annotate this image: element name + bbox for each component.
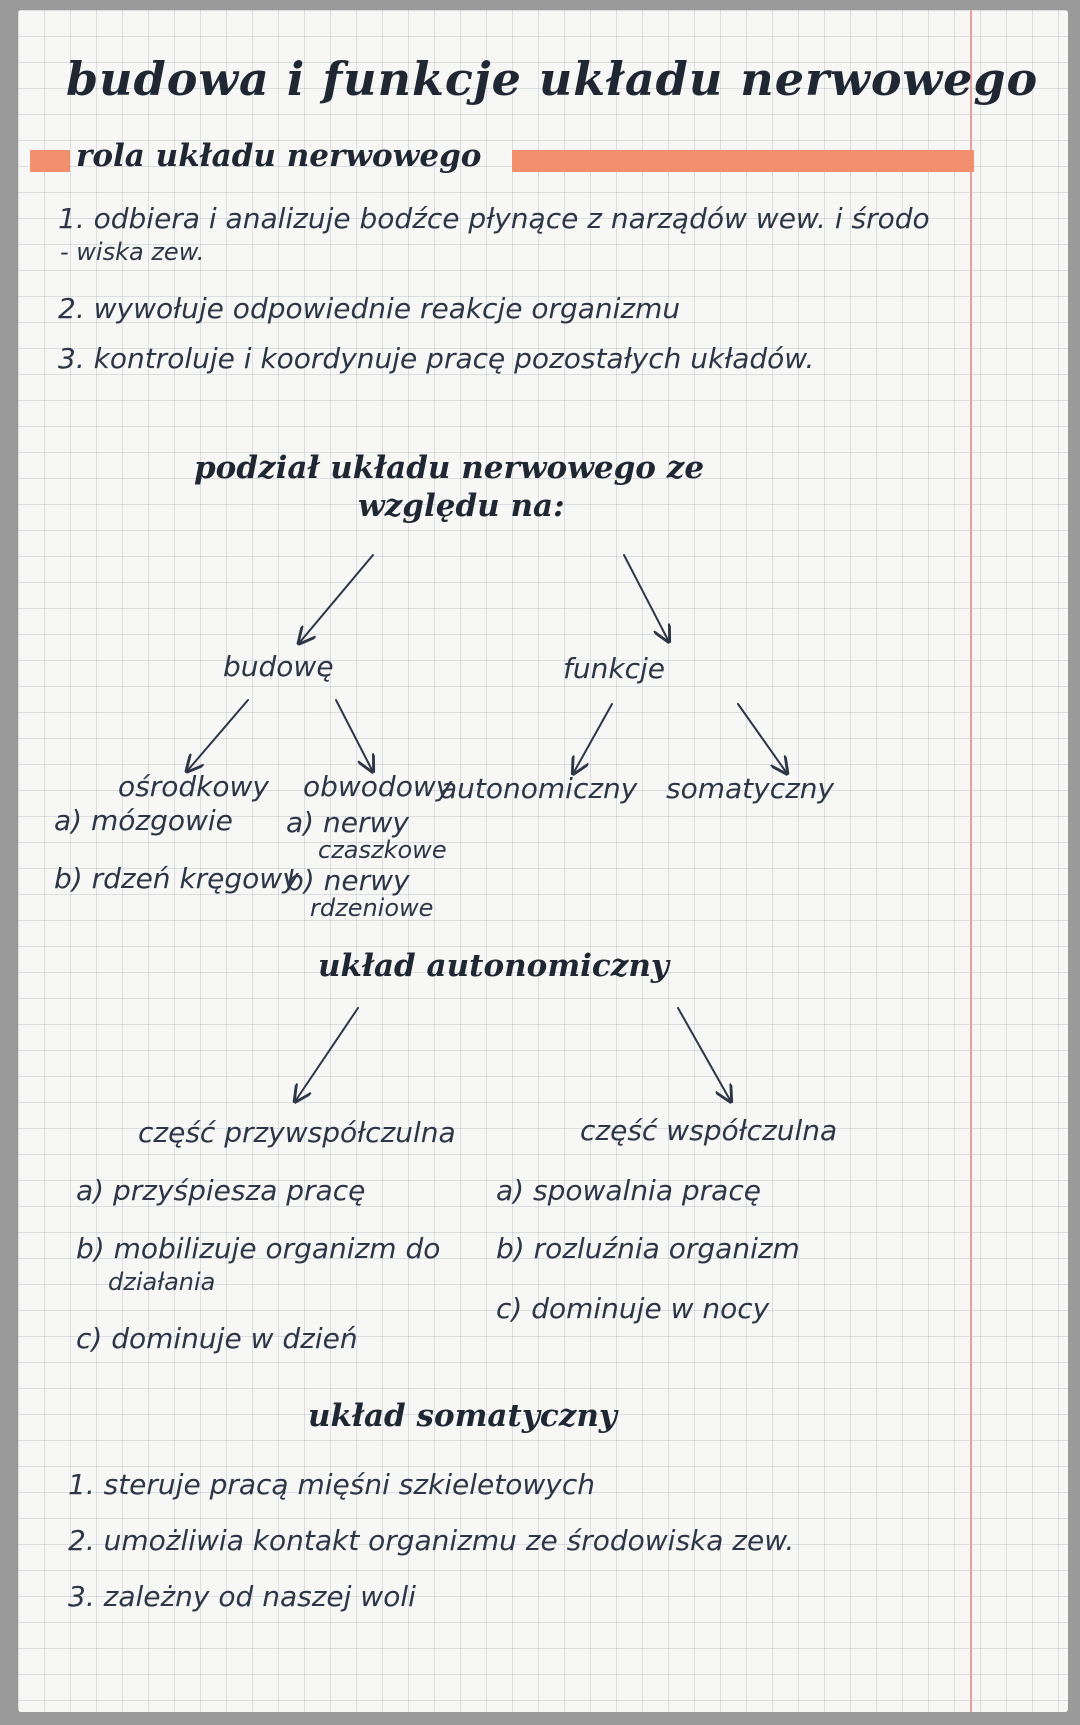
arrow-to-peripheral (336, 700, 372, 770)
diagram-arrows (18, 10, 1068, 1712)
peripheral-b1: b) nerwy (286, 864, 410, 897)
arrow-to-central (188, 700, 248, 770)
division-heading-line2: względu na: (358, 488, 565, 524)
autonomic-heading: układ autonomiczny (318, 948, 669, 984)
parasympathetic-b: b) mobilizuje organizm do (76, 1232, 441, 1265)
central-a: a) mózgowie (54, 804, 233, 837)
function-label: funkcje (563, 652, 665, 685)
parasympathetic-a: a) przyśpiesza pracę (76, 1174, 366, 1207)
arrow-to-somatic (738, 704, 786, 772)
arrow-to-parasympathetic (296, 1008, 358, 1100)
division-heading-line1: podział układu nerwowego ze (194, 450, 705, 486)
parasympathetic-b-cont: działania (108, 1268, 216, 1296)
sympathetic-a: a) spowalnia pracę (496, 1174, 761, 1207)
central-b: b) rdzeń kręgowy (54, 862, 299, 895)
arrow-to-autonomic (574, 704, 612, 772)
somatic-item-3: 3. zależny od naszej woli (68, 1580, 416, 1613)
notebook-page (18, 10, 1068, 1712)
roles-item-3: 3. kontroluje i koordynuje pracę pozostałych układów. (58, 342, 815, 375)
sympathetic-c: c) dominuje w nocy (496, 1292, 770, 1325)
roles-heading: rola układu nerwowego (76, 138, 482, 174)
parasympathetic-label: część przywspółczulna (138, 1116, 456, 1149)
sympathetic-b: b) rozluźnia organizm (496, 1232, 800, 1265)
page-title: budowa i funkcje układu nerwowego (66, 52, 1039, 106)
peripheral-a1: a) nerwy (286, 806, 409, 839)
central-label: ośrodkowy (118, 770, 269, 803)
structure-label: budowę (223, 650, 334, 683)
roles-item-2: 2. wywołuje odpowiednie reakcje organizmu (58, 292, 681, 325)
parasympathetic-c: c) dominuje w dzień (76, 1322, 358, 1355)
somatic-label: somatyczny (666, 772, 835, 805)
somatic-item-1: 1. steruje pracą mięśni szkieletowych (68, 1468, 595, 1501)
arrow-to-function (624, 555, 668, 640)
somatic-item-2: 2. umożliwia kontakt organizmu ze środowiska zew. (68, 1524, 795, 1557)
somatic-heading: układ somatyczny (308, 1398, 617, 1434)
roles-item-1-cont: - wiska zew. (60, 238, 205, 266)
roles-item-1: 1. odbiera i analizuje bodźce płynące z narządów wew. i środo (58, 202, 930, 235)
peripheral-a2: czaszkowe (318, 836, 447, 864)
sympathetic-label: część współczulna (580, 1114, 838, 1147)
peripheral-b2: rdzeniowe (310, 894, 434, 922)
autonomic-label: autonomiczny (440, 772, 638, 805)
arrow-to-sympathetic (678, 1008, 730, 1100)
peripheral-label: obwodowy (303, 770, 453, 803)
arrow-to-structure (300, 555, 373, 642)
